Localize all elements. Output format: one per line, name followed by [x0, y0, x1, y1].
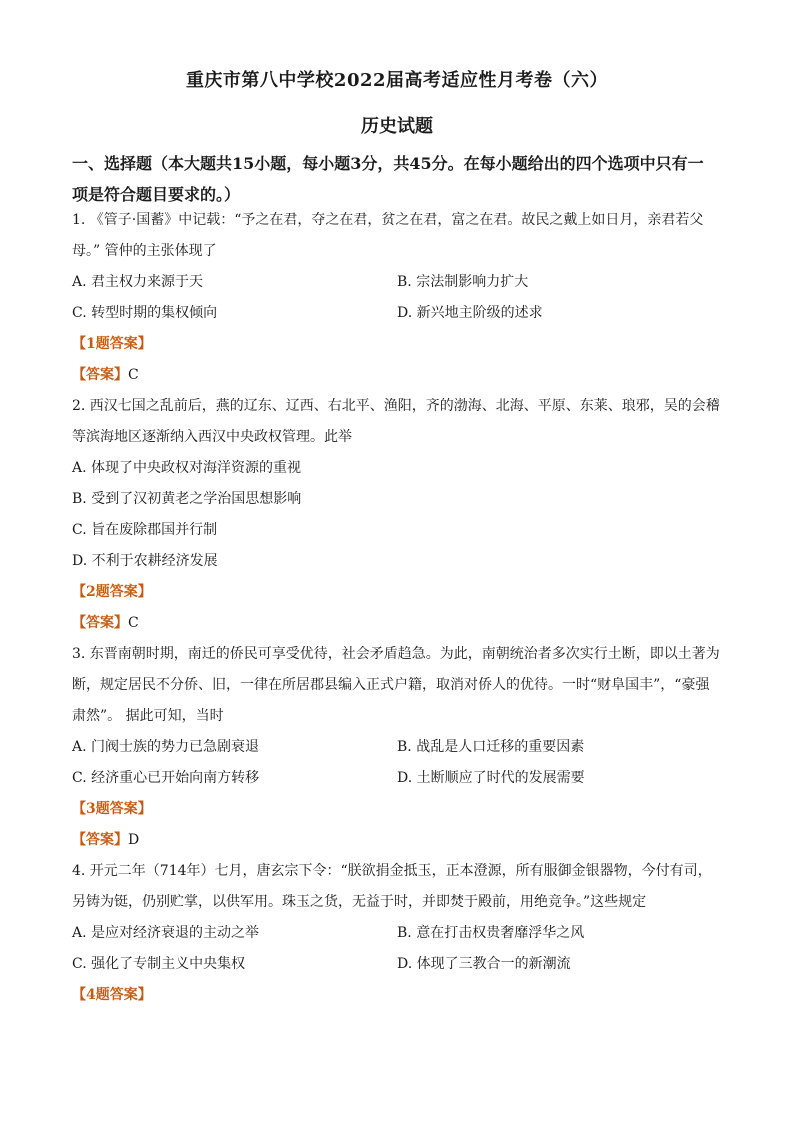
option-c: C. 经济重心已开始向南方转移 [72, 770, 260, 786]
section-intro-line: 项是符合题目要求的。） [72, 185, 241, 204]
answer-line [72, 608, 724, 639]
answer-heading: 【2题答案】 [72, 584, 152, 600]
answer-label: 【答案】 [72, 367, 128, 383]
page-title: 重庆市第八中学校2022届高考适应性月考卷（六） [185, 70, 609, 91]
option-row [72, 763, 724, 794]
answer-heading: 【1题答案】 [72, 336, 152, 352]
option-c: C. 强化了专制主义中央集权 [72, 956, 246, 972]
question-stem: 母。” 管仲的主张体现了 [72, 243, 217, 259]
option-row [72, 267, 724, 298]
answer-value: D [128, 832, 140, 848]
question-stem: 肃然”。 据此可知，当时 [72, 708, 224, 724]
option-b: B. 受到了汉初黄老之学治国思想影响 [72, 491, 302, 507]
answer-heading: 【4题答案】 [72, 987, 152, 1003]
question-3 [72, 639, 724, 856]
question-4 [72, 856, 724, 1011]
answer-label: 【答案】 [72, 832, 128, 848]
option-b: B. 战乱是人口迁移的重要因素 [397, 739, 585, 755]
option-a: A. 体现了中央政权对海洋资源的重视 [72, 460, 302, 476]
question-stem: 另铸为铤，仍别贮掌，以供军用。珠玉之货，无益于时，并即焚于殿前，用绝竞争。”这些规定 [72, 894, 647, 910]
option-a: A. 门阀士族的势力已急剧衰退 [72, 739, 260, 755]
option-b: B. 意在打击权贵奢靡浮华之风 [397, 925, 585, 941]
question-stem: 3. 东晋南朝时期，南迁的侨民可享受优待，社会矛盾趋急。为此，南朝统治者多次实行土断，即以土著为 [72, 646, 720, 662]
option-row [72, 298, 724, 329]
option-a: A. 君主权力来源于天 [72, 274, 204, 290]
answer-label: 【答案】 [72, 615, 128, 631]
question-stem: 4. 开元二年（714年）七月，唐玄宗下令：“朕欲捐金抵玉，正本澄源，所有服御金银器物，今付有司， [72, 863, 712, 879]
option-d: D. 土断顺应了时代的发展需要 [397, 770, 585, 786]
question-1 [72, 205, 724, 391]
option-row [72, 918, 724, 949]
option-d: D. 体现了三教合一的新潮流 [397, 956, 571, 972]
question-stem: 等滨海地区逐渐纳入西汉中央政权管理。此举 [72, 429, 352, 445]
section-intro [72, 148, 724, 210]
option-d: D. 不利于农耕经济发展 [72, 553, 218, 569]
option-d: D. 新兴地主阶级的述求 [397, 305, 543, 321]
page-subtitle: 历史试题 [361, 116, 433, 137]
option-row [72, 949, 724, 980]
question-2 [72, 391, 724, 639]
option-b: B. 宗法制影响力扩大 [397, 274, 529, 290]
section-intro-line: 一、选择题（本大题共15小题，每小题3分，共45分。在每小题给出的四个选项中只有一 [72, 154, 704, 173]
option-row [72, 732, 724, 763]
answer-value: C [128, 367, 139, 383]
option-a: A. 是应对经济衰退的主动之举 [72, 925, 260, 941]
question-stem: 1. 《管子·国蓄》中记载：“予之在君，夺之在君，贫之在君，富之在君。故民之戴上如日月，亲君若父 [72, 212, 704, 228]
question-list [72, 205, 724, 1011]
option-c: C. 旨在废除郡国并行制 [72, 522, 218, 538]
answer-heading: 【3题答案】 [72, 801, 152, 817]
answer-line [72, 825, 724, 856]
question-stem: 2. 西汉七国之乱前后，燕的辽东、辽西、右北平、渔阳，齐的渤海、北海、平原、东莱、琅邪，吴的会稽 [72, 398, 720, 414]
option-c: C. 转型时期的集权倾向 [72, 305, 218, 321]
answer-value: C [128, 615, 139, 631]
question-stem: 断，规定居民不分侨、旧，一律在所居郡县编入正式户籍，取消对侨人的优待。一时“财阜国丰”，“豪强 [72, 677, 710, 693]
answer-line [72, 360, 724, 391]
